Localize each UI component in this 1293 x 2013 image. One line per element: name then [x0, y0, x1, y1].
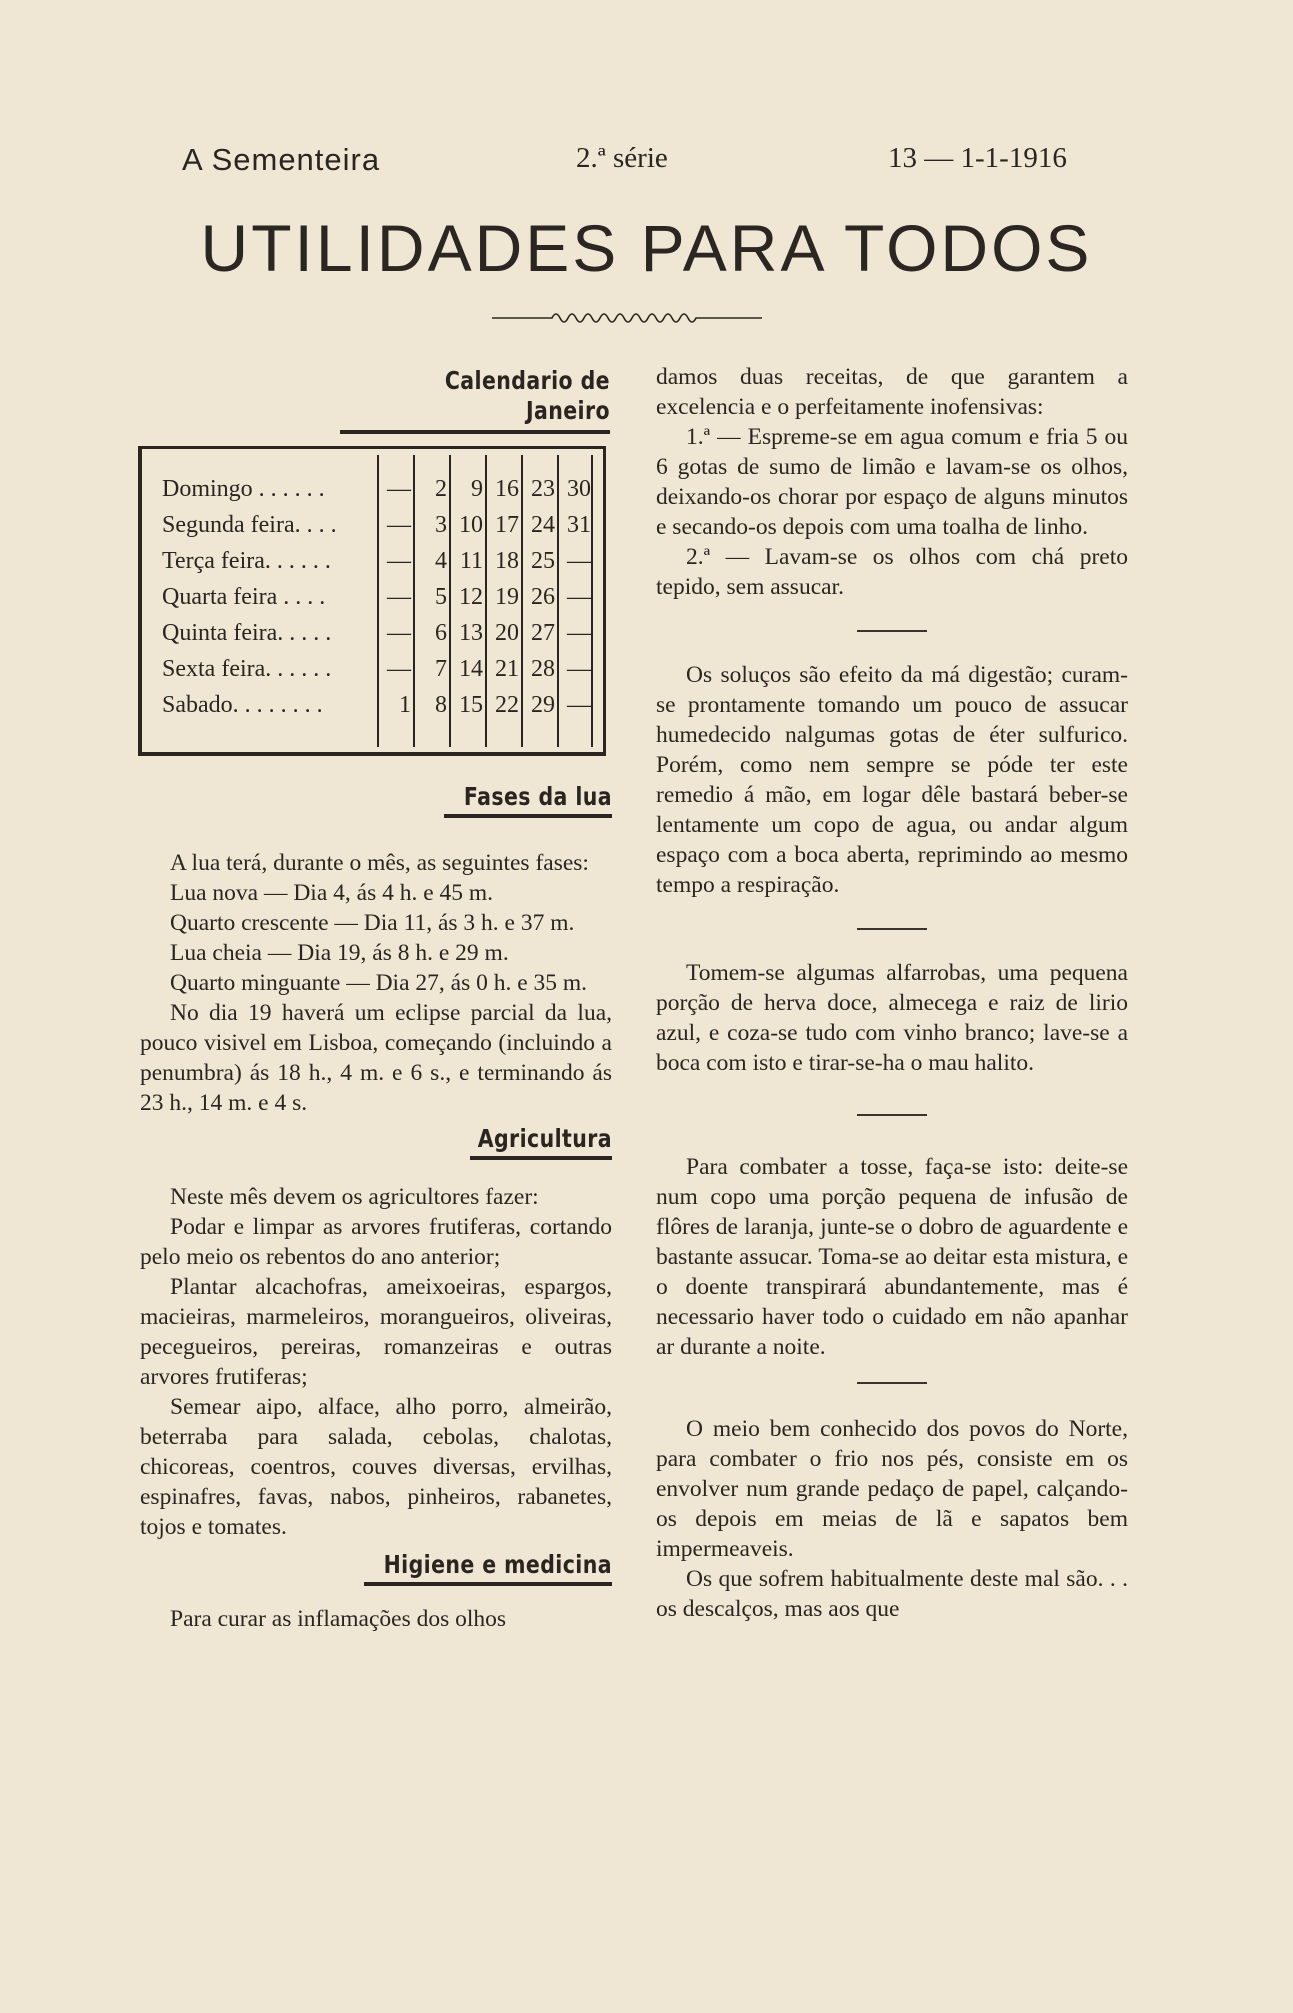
calendar-date-cell: — [387, 548, 411, 574]
eye-remedy-2: 2.ª — Lavam-se os olhos com chá preto tepido, sem assucar. [656, 544, 1128, 600]
calendar-date-cell: 17 [495, 512, 519, 538]
calendar-heading-rule [340, 430, 610, 434]
hygiene-heading: Higiene e medicina [383, 1550, 612, 1579]
agriculture-intro: Neste mês devem os agricultores fazer: [170, 1184, 539, 1210]
calendar-date-cell: 28 [531, 656, 555, 682]
calendar-date-cell: 21 [495, 656, 519, 682]
moon-heading-rule [444, 814, 612, 818]
calendar-date-cell: 12 [459, 584, 483, 610]
agriculture-heading-rule [470, 1156, 612, 1160]
calendar-date-cell: — [387, 512, 411, 538]
calendar-date-cell: 19 [495, 584, 519, 610]
calendar-date-cell: — [387, 656, 411, 682]
calendar-date-cell: 31 [567, 512, 591, 538]
series-label: 2.ª série [576, 142, 668, 174]
calendar-date-cell: — [567, 692, 591, 718]
publication-name: A Sementeira [182, 142, 381, 177]
moon-phase-1: Lua nova — Dia 4, ás 4 h. e 45 m. [170, 880, 494, 906]
wavy-ornament-icon [492, 306, 762, 326]
cough-paragraph: Para combater a tosse, faça-se isto: deite-se num copo uma porção pequena de infusão de flôres de laranja, junte-se o dobro de aguardente e bastante assucar. Toma-se ao deitar esta mistura, e o doente transpirará abundantemente, mas é necessario haver todo o cuidado em não apanhar ar durante a noite. [656, 1154, 1128, 1360]
calendar-date-cell: 9 [471, 476, 483, 502]
hygiene-heading-rule [364, 1582, 612, 1586]
calendar-date-cell: — [387, 584, 411, 610]
calendar-day-name: Quarta feira . . . . [162, 584, 326, 610]
section-separator [857, 928, 927, 930]
calendar-date-cell: 11 [459, 548, 483, 574]
right-column [656, 362, 1128, 1624]
calendar-date-cell: 8 [435, 692, 447, 718]
calendar-date-cell: 4 [435, 548, 447, 574]
bad-breath-paragraph: Tomem-se algumas alfarrobas, uma pequena porção de herva doce, almecega e raiz de lirio azul, e coza-se tudo com vinho branco; lave-se a boca com isto e tirar-se-ha o mau halito. [656, 960, 1128, 1076]
calendar-day-name: Sexta feira. . . . . . [162, 656, 332, 682]
calendar-date-cell: 24 [531, 512, 555, 538]
calendar-day-name: Quinta feira. . . . . [162, 620, 332, 646]
calendar-date-cell: 29 [531, 692, 555, 718]
calendar-date-cell: 25 [531, 548, 555, 574]
calendar-date-cell: 26 [531, 584, 555, 610]
agriculture-planting: Plantar alcachofras, ameixoeiras, espargos, macieiras, marmeleiros, morangueiros, oliveiras, pecegueiros, pereiras, romanzeiras e outras arvores frutiferas; [140, 1274, 612, 1390]
calendar-date-cell: 23 [531, 476, 555, 502]
calendar-date-cell: 13 [459, 620, 483, 646]
eye-remedy-1: 1.ª — Espreme-se em agua comum e fria 5 ou 6 gotas de sumo de limão e lavam-se os olhos, deixando-os chorar por espaço de alguns minutos e secando-os depois com uma toalha de linho. [656, 424, 1128, 540]
calendar-date-cell: 6 [435, 620, 447, 646]
calendar-heading: Calendario de Janeiro [444, 366, 610, 425]
moon-intro: A lua terá, durante o mês, as seguintes fases: [170, 850, 589, 876]
calendar-date-cell: 1 [399, 692, 411, 718]
calendar-date-cell: — [567, 656, 591, 682]
calendar-date-cell: 3 [435, 512, 447, 538]
calendar-date-cell: — [387, 620, 411, 646]
cold-feet-continued: Os que sofrem habitualmente deste mal são. . . os descalços, mas aos que [656, 1566, 1128, 1622]
calendar-date-cell: 27 [531, 620, 555, 646]
left-column [140, 782, 612, 1634]
cold-feet-paragraph: O meio bem conhecido dos povos do Norte, para combater o frio nos pés, consiste em os envolver num grande pedaço de papel, calçando-os depois em meias de lã e sapatos bem impermeaveis. [656, 1416, 1128, 1562]
calendar-date-cell: — [567, 584, 591, 610]
calendar-date-cell: — [567, 620, 591, 646]
section-separator [857, 630, 927, 632]
calendar-date-cell: 10 [459, 512, 483, 538]
calendar-heading-block [300, 366, 610, 434]
moon-phase-4: Quarto minguante — Dia 27, ás 0 h. e 35 m. [170, 970, 588, 996]
agriculture-heading: Agricultura [477, 1124, 612, 1153]
calendar-date-cell: 2 [435, 476, 447, 502]
moon-phase-3: Lua cheia — Dia 19, ás 8 h. e 29 m. [170, 940, 509, 966]
moon-phase-2: Quarto crescente — Dia 11, ás 3 h. e 37 m. [170, 910, 575, 936]
calendar-date-cell: — [387, 476, 411, 502]
issue-date: 13 — 1-1-1916 [888, 142, 1067, 174]
calendar-date-cell: 14 [459, 656, 483, 682]
calendar-day-name: Terça feira. . . . . . [162, 548, 331, 574]
calendar-date-cell: 18 [495, 548, 519, 574]
page-title: UTILIDADES PARA TODOS [200, 211, 1093, 285]
eclipse-note: No dia 19 haverá um eclipse parcial da lua, pouco visivel em Lisboa, começando (incluindo a penumbra) ás 18 h., 4 m. e 6 s., e terminando ás 23 h., 14 m. e 4 s. [140, 1000, 612, 1116]
calendar-date-cell: 30 [567, 476, 591, 502]
agriculture-sowing: Semear aipo, alface, alho porro, almeirão, beterraba para salada, cebolas, chalotas, chicoreas, coentros, couves diversas, ervilhas, espinafres, favas, nabos, pinheiros, rabanetes, tojos e tomates. [140, 1394, 612, 1540]
calendar-date-cell: 15 [459, 692, 483, 718]
hiccups-paragraph: Os soluços são efeito da má digestão; curam-se prontamente tomando um pouco de assucar humedecido nalgumas gotas de éter sulfurico. Porém, como nem sempre se póde ter este remedio á mão, em logar dêle bastará beber-se lentamente um copo de agua, ou andar algum espaço com a boca aberta, reprimindo ao mesmo tempo a respiração. [656, 662, 1128, 898]
calendar-date-cell: — [567, 548, 591, 574]
hygiene-intro: Para curar as inflamações dos olhos [170, 1606, 507, 1632]
moon-heading: Fases da lua [463, 782, 612, 811]
section-separator [857, 1114, 927, 1116]
calendar-day-name: Segunda feira. . . . [162, 512, 337, 538]
calendar-date-cell: 7 [435, 656, 447, 682]
eye-remedy-intro: damos duas receitas, de que garantem a excelencia e o perfeitamente inofensivas: [656, 364, 1128, 420]
calendar-day-name: Sabado. . . . . . . . [162, 692, 323, 718]
calendar-date-cell: 5 [435, 584, 447, 610]
calendar-date-cell: 20 [495, 620, 519, 646]
calendar-date-cell: 16 [495, 476, 519, 502]
section-separator [857, 1382, 927, 1384]
calendar-day-name: Domingo . . . . . . [162, 476, 325, 502]
agriculture-pruning: Podar e limpar as arvores frutiferas, cortando pelo meio os rebentos do ano anterior; [140, 1214, 612, 1270]
calendar-date-cell: 22 [495, 692, 519, 718]
calendar-table [138, 446, 606, 756]
